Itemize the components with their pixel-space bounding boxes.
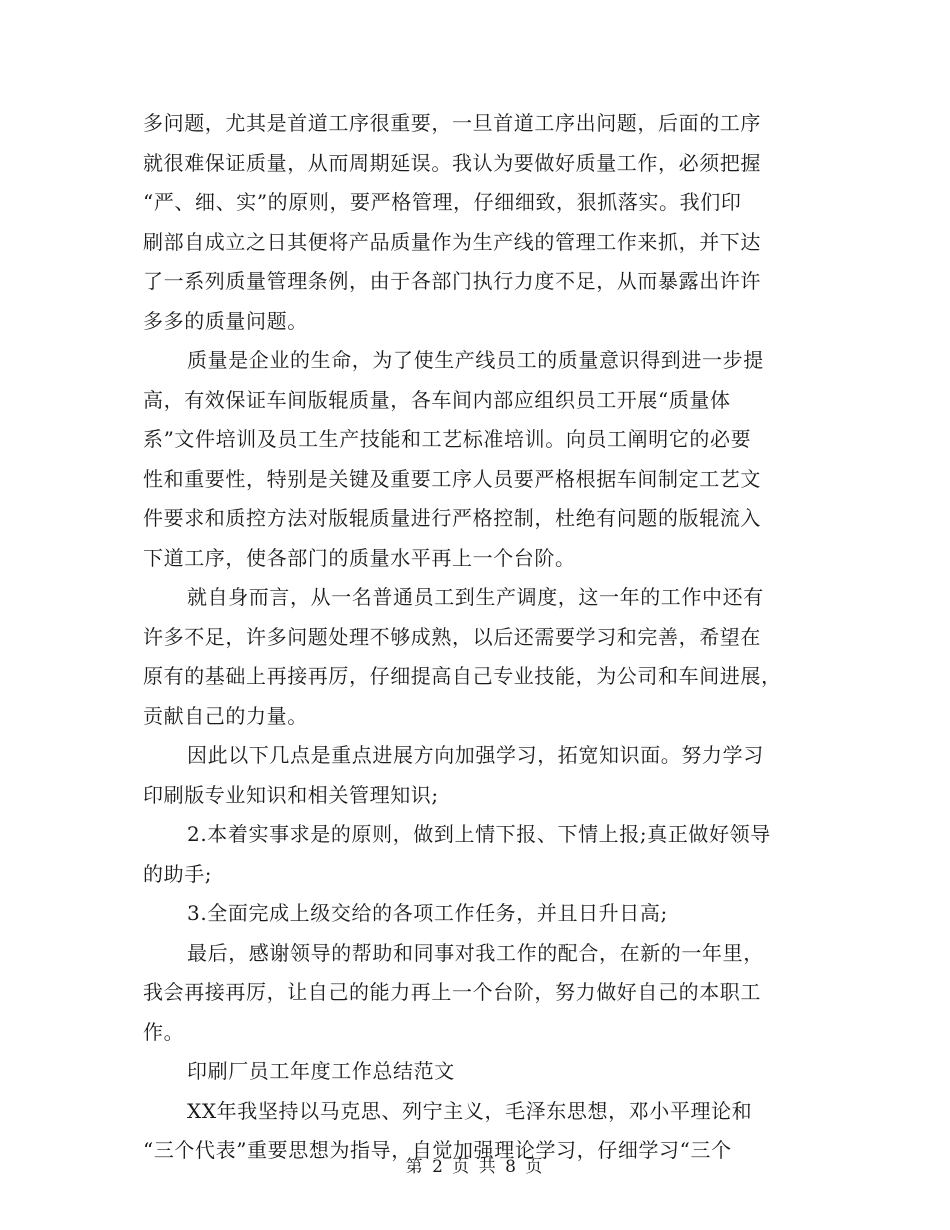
text-line: 质量是企业的生命，为了使生产线员工的质量意识得到进一步提 [187, 348, 764, 372]
text-line: 我会再接再厉，让自己的能力再上一个台阶，努力做好自己的本职工 [143, 980, 761, 1004]
text-line: 最后，感谢领导的帮助和同事对我工作的配合，在新的一年里， [187, 940, 764, 965]
text-line: 高，有效保证车间版辊质量，各车间内部应组织员工开展“质量体 [143, 387, 731, 412]
text-line: 3.全面完成上级交给的各项工作任务，并且日升日高; [187, 901, 668, 925]
text-line: 印刷厂员工年度工作总结范文 [187, 1059, 455, 1083]
text-line: 的助手; [143, 861, 213, 886]
text-line: 作。 [143, 1019, 185, 1044]
body-text [143, 104, 808, 1171]
text-line: 贡献自己的力量。 [143, 703, 308, 728]
page-footer: 第 2 页 共 8 页 [405, 1157, 545, 1177]
text-line: XX年我坚持以马克思、列宁主义，毛泽东思想，邓小平理论和 [187, 1098, 753, 1123]
text-line: 许多不足，许多问题处理不够成熟，以后还需要学习和完善，希望在 [143, 624, 761, 649]
text-line: 多问题，尤其是首道工序很重要，一旦首道工序出问题，后面的工序 [143, 111, 761, 135]
text-line: 因此以下几点是重点进展方向加强学习，拓宽知识面。努力学习 [187, 743, 764, 767]
text-line: 刷部自成立之日其便将产品质量作为生产线的管理工作来抓，并下达 [143, 229, 761, 254]
text-line: 下道工序，使各部门的质量水平再上一个台阶。 [143, 545, 576, 570]
text-line: “三个代表”重要思想为指导，自觉加强理论学习，仔细学习“三个 [143, 1138, 732, 1162]
text-line: 2.本着实事求是的原则，做到上情下报、下情上报;真正做好领导 [187, 822, 771, 846]
text-line: 原有的基础上再接再厉，仔细提高自己专业技能，为公司和车间进展， [143, 664, 782, 688]
text-line: 多多的质量问题。 [143, 308, 308, 333]
text-line: “严、细、实”的原则，要严格管理，仔细细致，狠抓落实。我们印 [143, 190, 742, 214]
text-line: 印刷版专业知识和相关管理知识; [143, 782, 439, 807]
text-line: 件要求和质控方法对版辊质量进行严格控制，杜绝有问题的版辊流入 [143, 506, 761, 530]
text-line: 了一系列质量管理条例，由于各部门执行力度不足，从而暴露出许许 [143, 269, 761, 293]
text-line: 性和重要性，特别是关键及重要工序人员要严格根据车间制定工艺文 [143, 466, 761, 491]
text-line: 系”文件培训及员工生产技能和工艺标准培训。向员工阐明它的必要 [143, 427, 752, 451]
text-line: 就很难保证质量，从而周期延误。我认为要做好质量工作，必须把握 [143, 150, 761, 175]
text-line: 就自身而言，从一名普通员工到生产调度，这一年的工作中还有 [187, 585, 764, 609]
